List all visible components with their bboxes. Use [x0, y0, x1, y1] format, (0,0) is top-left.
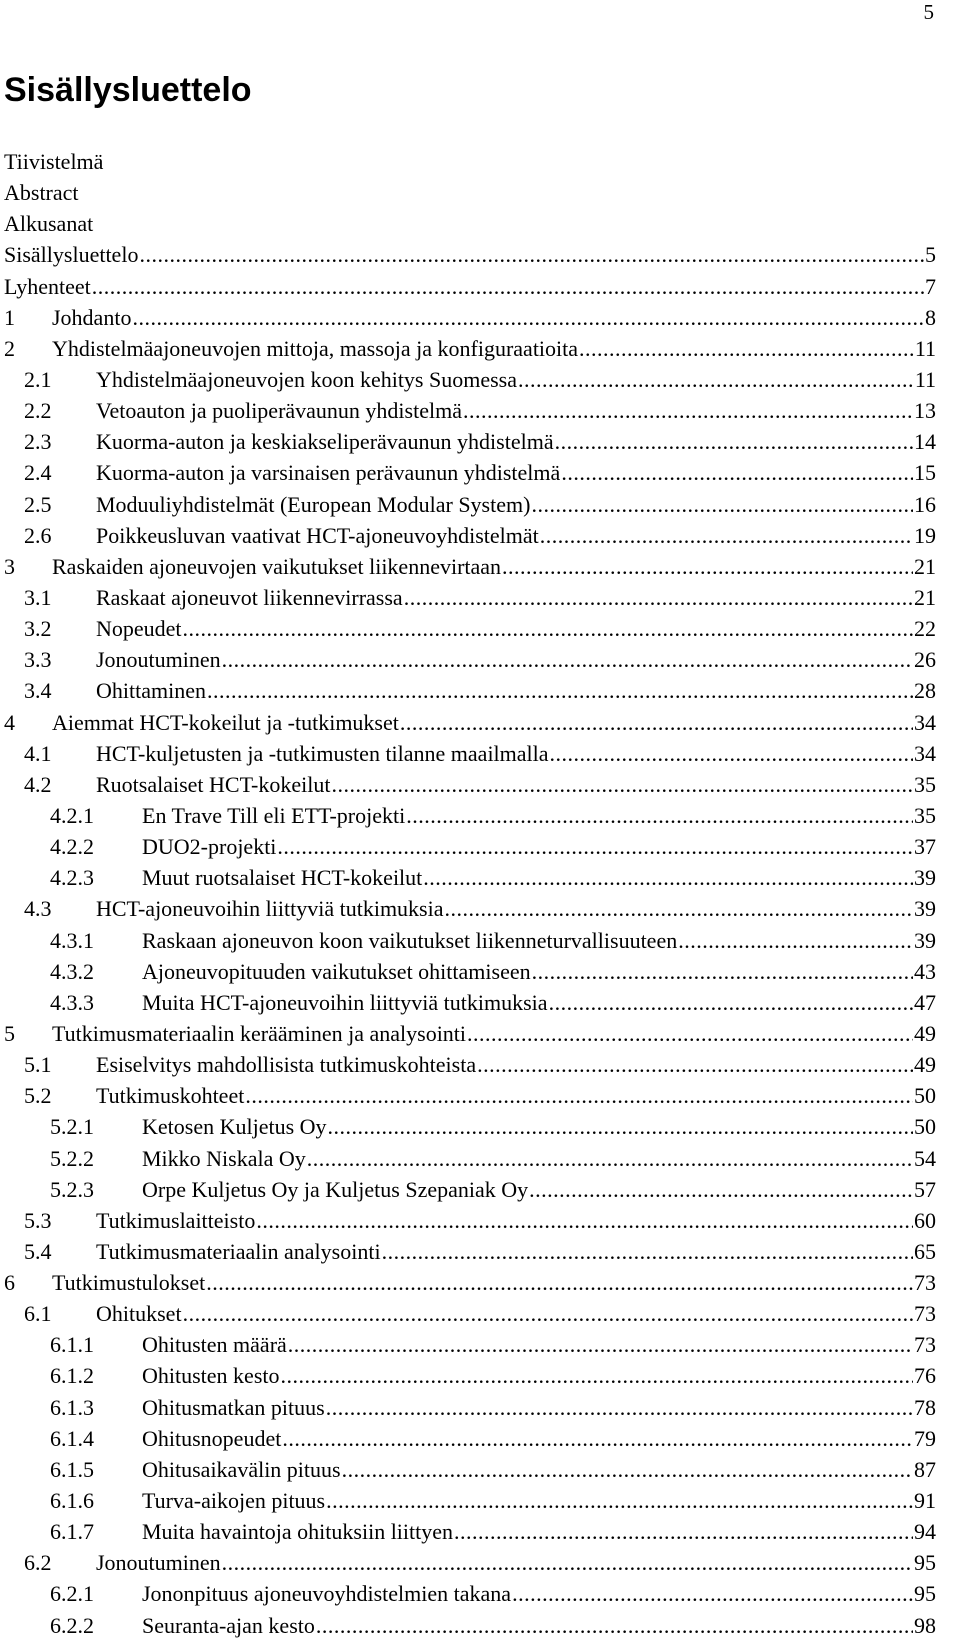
- toc-entry-number: 4: [4, 709, 15, 735]
- toc-entry-number: 6.2.2: [50, 1612, 94, 1638]
- toc-entry-label: Jonoutuminen: [96, 1550, 221, 1576]
- toc-entry-label: Alkusanat: [4, 211, 94, 237]
- toc-entry-page: 11: [914, 335, 936, 361]
- toc-entry-label: Muut ruotsalaiset HCT-kokeilut: [142, 865, 423, 891]
- toc-entry-number: 6.1.2: [50, 1363, 94, 1389]
- toc-entry-page: 49: [914, 1052, 936, 1078]
- toc-entry-label: Tutkimustulokset: [52, 1270, 206, 1296]
- dot-leader: [531, 489, 913, 520]
- toc-entry-label: Johdanto: [52, 304, 132, 330]
- toc-entry-page: 47: [914, 989, 936, 1015]
- toc-entry-page: 57: [914, 1176, 936, 1202]
- toc-entry-page: 73: [914, 1270, 936, 1296]
- toc-entry-label: DUO2-projekti: [142, 834, 277, 860]
- toc-entry[interactable]: [0, 1578, 936, 1609]
- toc-entry[interactable]: [0, 208, 936, 239]
- toc-entry-number: 4.2.3: [50, 865, 94, 891]
- dot-leader: [540, 520, 913, 551]
- toc-entry-number: 6.1.7: [50, 1519, 94, 1545]
- toc-entry-number: 6.2: [24, 1550, 52, 1576]
- dot-leader: [206, 1267, 913, 1298]
- toc-entry[interactable]: [0, 1547, 936, 1578]
- toc-entry-page: 76: [914, 1363, 936, 1389]
- toc-entry-label: Tutkimusmateriaalin kerääminen ja analysointi: [52, 1020, 467, 1046]
- toc-entry-number: 2.4: [24, 460, 52, 486]
- dot-leader: [307, 1143, 913, 1174]
- toc-entry-number: 3.1: [24, 584, 52, 610]
- toc-entry-number: 5.2: [24, 1083, 52, 1109]
- dot-leader: [549, 987, 913, 1018]
- toc-entry-number: 3.2: [24, 616, 52, 642]
- toc-entry-number: 4.3.2: [50, 958, 94, 984]
- toc-entry-page: 15: [914, 460, 936, 486]
- toc-entry-number: 6.1.6: [50, 1488, 94, 1514]
- toc-entry[interactable]: [0, 1205, 936, 1236]
- toc-entry[interactable]: [0, 395, 936, 426]
- toc-entry-page: 34: [914, 709, 936, 735]
- dot-leader: [406, 800, 913, 831]
- toc-entry[interactable]: [0, 956, 936, 987]
- toc-entry-label: Ohitusten määrä: [142, 1332, 287, 1358]
- toc-entry-page: 28: [914, 678, 936, 704]
- toc-entry-page: 49: [914, 1020, 936, 1046]
- toc-entry-page: 11: [914, 366, 936, 392]
- toc-entry[interactable]: [0, 1018, 936, 1049]
- dot-leader: [328, 1111, 913, 1142]
- toc-entry-label: Muita HCT-ajoneuvoihin liittyviä tutkimuksia: [142, 989, 548, 1015]
- dot-leader: [678, 925, 913, 956]
- toc-entry-label: Orpe Kuljetus Oy ja Kuljetus Szepaniak Oy: [142, 1176, 529, 1202]
- toc-entry[interactable]: [0, 800, 936, 831]
- dot-leader: [463, 395, 913, 426]
- toc-entry-page: 98: [914, 1612, 936, 1638]
- dot-leader: [277, 831, 913, 862]
- dot-leader: [132, 302, 924, 333]
- toc-entry[interactable]: [0, 1454, 936, 1485]
- toc-entry-number: 4.3: [24, 896, 52, 922]
- toc-entry-number: 4.2: [24, 771, 52, 797]
- toc-entry-number: 3.4: [24, 678, 52, 704]
- toc-entry-page: 91: [914, 1488, 936, 1514]
- dot-leader: [342, 1454, 913, 1485]
- toc-entry[interactable]: [0, 582, 936, 613]
- toc-entry-number: 5.1: [24, 1052, 52, 1078]
- toc-entry-label: Tutkimusmateriaalin analysointi: [96, 1238, 381, 1264]
- toc-entry-page: 73: [914, 1332, 936, 1358]
- dot-leader: [139, 239, 924, 270]
- toc-entry-label: HCT-ajoneuvoihin liittyviä tutkimuksia: [96, 896, 444, 922]
- toc-entry-number: 3: [4, 553, 15, 579]
- dot-leader: [423, 862, 913, 893]
- toc-entry-label: HCT-kuljetusten ja -tutkimusten tilanne maailmalla: [96, 740, 549, 766]
- dot-leader: [245, 1080, 913, 1111]
- toc-entry-label: Ajoneuvopituuden vaikutukset ohittamiseen: [142, 958, 531, 984]
- toc-entry-label: Lyhenteet: [4, 273, 91, 299]
- dot-leader: [400, 707, 913, 738]
- toc-entry-number: 1: [4, 304, 15, 330]
- toc-entry[interactable]: [0, 1174, 936, 1205]
- toc-entry-number: 5.4: [24, 1238, 52, 1264]
- toc-entry-label: Jononpituus ajoneuvoyhdistelmien takana: [142, 1581, 512, 1607]
- toc-entry-label: Ohitusaikavälin pituus: [142, 1456, 341, 1482]
- toc-entry-label: Jonoutuminen: [96, 647, 221, 673]
- toc-entry-page: 16: [914, 491, 936, 517]
- toc-entry-page: 13: [914, 398, 936, 424]
- toc-entry-page: 14: [914, 429, 936, 455]
- toc-entry[interactable]: [0, 769, 936, 800]
- toc-entry-page: 78: [914, 1394, 936, 1420]
- toc-entry-number: 4.2.1: [50, 802, 94, 828]
- toc-entry-page: 8: [925, 304, 936, 330]
- dot-leader: [532, 956, 913, 987]
- toc-entry[interactable]: [0, 1143, 936, 1174]
- page-number: 5: [923, 0, 934, 24]
- toc-entry[interactable]: [0, 1485, 936, 1516]
- dot-leader: [282, 1423, 913, 1454]
- toc-entry-label: Muita havaintoja ohituksiin liittyen: [142, 1519, 454, 1545]
- dot-leader: [281, 1360, 914, 1391]
- toc-entry-label: Raskaiden ajoneuvojen vaikutukset liikennevirtaan: [52, 553, 502, 579]
- toc-entry[interactable]: [0, 831, 936, 862]
- toc-entry[interactable]: [0, 302, 936, 333]
- toc-entry-label: Ruotsalaiset HCT-kokeilut: [96, 771, 331, 797]
- dot-leader: [222, 1547, 913, 1578]
- toc-entry-page: 35: [914, 771, 936, 797]
- dot-leader: [512, 1578, 913, 1609]
- toc-entry[interactable]: [0, 1360, 936, 1391]
- toc-entry-label: Ketosen Kuljetus Oy: [142, 1114, 327, 1140]
- toc-entry-label: Raskaan ajoneuvon koon vaikutukset liikenneturvallisuuteen: [142, 927, 678, 953]
- toc-entry-page: 26: [914, 647, 936, 673]
- toc-entry[interactable]: [0, 457, 936, 488]
- toc-entry-number: 5.2.2: [50, 1145, 94, 1171]
- toc-entry-page: 21: [914, 553, 936, 579]
- toc-entry-label: Ohitusten kesto: [142, 1363, 280, 1389]
- toc-entry-page: 95: [914, 1581, 936, 1607]
- toc-entry-number: 5: [4, 1020, 15, 1046]
- toc-entry[interactable]: [0, 1049, 936, 1080]
- toc-entry[interactable]: [0, 146, 936, 177]
- toc-entry-page: 50: [914, 1083, 936, 1109]
- toc-entry-number: 2.6: [24, 522, 52, 548]
- toc-entry-label: Vetoauton ja puoliperävaunun yhdistelmä: [96, 398, 462, 424]
- dot-leader: [404, 582, 913, 613]
- toc-entry[interactable]: [0, 893, 936, 924]
- toc-entry[interactable]: [0, 707, 936, 738]
- toc-entry[interactable]: [0, 1516, 936, 1547]
- toc-list: [0, 146, 936, 1641]
- toc-entry-label: Esiselvitys mahdollisista tutkimuskohteista: [96, 1052, 477, 1078]
- toc-entry-page: 5: [925, 242, 936, 268]
- toc-entry-label: Poikkeusluvan vaativat HCT-ajoneuvoyhdistelmät: [96, 522, 539, 548]
- toc-entry-number: 6.1.1: [50, 1332, 94, 1358]
- toc-entry[interactable]: [0, 520, 936, 551]
- toc-entry-page: 37: [914, 834, 936, 860]
- dot-leader: [518, 364, 914, 395]
- dot-leader: [579, 333, 914, 364]
- toc-entry[interactable]: [0, 925, 936, 956]
- toc-entry-label: Ohittaminen: [96, 678, 206, 704]
- dot-leader: [555, 426, 913, 457]
- toc-entry[interactable]: [0, 364, 936, 395]
- toc-entry-page: 95: [914, 1550, 936, 1576]
- toc-entry-number: 6.2.1: [50, 1581, 94, 1607]
- toc-entry[interactable]: [0, 644, 936, 675]
- toc-entry-number: 2.2: [24, 398, 52, 424]
- toc-entry-number: 2.1: [24, 366, 52, 392]
- dot-leader: [183, 613, 913, 644]
- toc-entry[interactable]: [0, 1080, 936, 1111]
- dot-leader: [502, 551, 913, 582]
- toc-entry[interactable]: [0, 613, 936, 644]
- toc-entry-label: Tutkimuskohteet: [96, 1083, 245, 1109]
- toc-entry-label: Seuranta-ajan kesto: [142, 1612, 315, 1638]
- dot-leader: [316, 1610, 913, 1641]
- dot-leader: [331, 769, 913, 800]
- toc-entry-label: Moduuliyhdistelmät (European Modular System): [96, 491, 531, 517]
- toc-entry-page: 65: [914, 1238, 936, 1264]
- dot-leader: [256, 1205, 913, 1236]
- toc-entry-page: 54: [914, 1145, 936, 1171]
- toc-entry-label: Ohitusmatkan pituus: [142, 1394, 325, 1420]
- toc-entry[interactable]: [0, 675, 936, 706]
- dot-leader: [561, 457, 913, 488]
- toc-entry[interactable]: [0, 987, 936, 1018]
- toc-entry[interactable]: [0, 1392, 936, 1423]
- toc-entry[interactable]: [0, 1329, 936, 1360]
- toc-entry-label: En Trave Till eli ETT-projekti: [142, 802, 406, 828]
- toc-entry-page: 60: [914, 1207, 936, 1233]
- page-title: Sisällysluettelo: [4, 71, 252, 109]
- toc-entry-number: 2.5: [24, 491, 52, 517]
- toc-entry-number: 2.3: [24, 429, 52, 455]
- dot-leader: [477, 1049, 913, 1080]
- toc-entry[interactable]: [0, 1298, 936, 1329]
- toc-entry[interactable]: [0, 1236, 936, 1267]
- dot-leader: [550, 738, 913, 769]
- dot-leader: [382, 1236, 913, 1267]
- toc-entry[interactable]: [0, 177, 936, 208]
- dot-leader: [454, 1516, 913, 1547]
- toc-entry-page: 94: [914, 1519, 936, 1545]
- dot-leader: [222, 644, 913, 675]
- toc-entry-page: 21: [914, 584, 936, 610]
- dot-leader: [288, 1329, 913, 1360]
- toc-entry-page: 35: [914, 802, 936, 828]
- toc-entry[interactable]: [0, 1111, 936, 1142]
- toc-entry-number: 4.3.1: [50, 927, 94, 953]
- toc-entry-number: 6: [4, 1270, 15, 1296]
- toc-entry-label: Ohitukset: [96, 1301, 182, 1327]
- toc-entry-page: 19: [914, 522, 936, 548]
- toc-entry-label: Sisällysluettelo: [4, 242, 139, 268]
- toc-entry-page: 39: [914, 927, 936, 953]
- dot-leader: [467, 1018, 913, 1049]
- toc-entry-number: 6.1.5: [50, 1456, 94, 1482]
- toc-entry-page: 39: [914, 865, 936, 891]
- toc-entry-label: Abstract: [4, 180, 79, 206]
- toc-entry-label: Yhdistelmäajoneuvojen koon kehitys Suomessa: [96, 366, 517, 392]
- toc-entry[interactable]: [0, 271, 936, 302]
- dot-leader: [207, 675, 913, 706]
- toc-entry-label: Turva-aikojen pituus: [142, 1488, 326, 1514]
- toc-entry-page: 87: [914, 1456, 936, 1482]
- toc-entry-label: Kuorma-auton ja varsinaisen perävaunun yhdistelmä: [96, 460, 561, 486]
- toc-entry-label: Kuorma-auton ja keskiakseliperävaunun yhdistelmä: [96, 429, 554, 455]
- toc-entry-number: 4.3.3: [50, 989, 94, 1015]
- toc-entry-number: 6.1: [24, 1301, 52, 1327]
- dot-leader: [326, 1485, 913, 1516]
- toc-entry-label: Aiemmat HCT-kokeilut ja -tutkimukset: [52, 709, 399, 735]
- toc-entry[interactable]: [0, 239, 936, 270]
- toc-entry-page: 7: [925, 273, 936, 299]
- toc-entry[interactable]: [0, 333, 936, 364]
- toc-entry-number: 5.2.3: [50, 1176, 94, 1202]
- toc-entry-page: 79: [914, 1425, 936, 1451]
- toc-entry-page: 34: [914, 740, 936, 766]
- dot-leader: [445, 893, 914, 924]
- toc-entry-page: 39: [914, 896, 936, 922]
- dot-leader: [326, 1392, 913, 1423]
- toc-entry-number: 5.3: [24, 1207, 52, 1233]
- toc-entry[interactable]: [0, 551, 936, 582]
- toc-entry-label: Tiivistelmä: [4, 149, 104, 174]
- toc-entry-page: 50: [914, 1114, 936, 1140]
- toc-entry-label: Tutkimuslaitteisto: [96, 1207, 256, 1233]
- toc-entry-number: 4.2.2: [50, 834, 94, 860]
- toc-entry-number: 6.1.4: [50, 1425, 94, 1451]
- toc-entry-page: 43: [914, 958, 936, 984]
- toc-entry[interactable]: [0, 489, 936, 520]
- toc-entry-page: 73: [914, 1301, 936, 1327]
- toc-entry[interactable]: [0, 1610, 936, 1641]
- dot-leader: [92, 271, 924, 302]
- toc-entry-label: Yhdistelmäajoneuvojen mittoja, massoja ja konfiguraatioita: [52, 335, 579, 361]
- toc-entry[interactable]: [0, 738, 936, 769]
- toc-entry-label: Mikko Niskala Oy: [142, 1145, 306, 1171]
- dot-leader: [529, 1174, 913, 1205]
- toc-entry-number: 3.3: [24, 647, 52, 673]
- toc-entry-number: 2: [4, 335, 15, 361]
- toc-entry[interactable]: [0, 862, 936, 893]
- toc-entry[interactable]: [0, 426, 936, 457]
- toc-entry[interactable]: [0, 1267, 936, 1298]
- toc-entry-page: 22: [914, 616, 936, 642]
- toc-entry-label: Ohitusnopeudet: [142, 1425, 282, 1451]
- toc-entry-number: 5.2.1: [50, 1114, 94, 1140]
- toc-entry-number: 4.1: [24, 740, 52, 766]
- toc-entry[interactable]: [0, 1423, 936, 1454]
- dot-leader: [183, 1298, 913, 1329]
- toc-entry-label: Nopeudet: [96, 616, 182, 642]
- toc-entry-label: Raskaat ajoneuvot liikennevirrassa: [96, 584, 403, 610]
- toc-entry-number: 6.1.3: [50, 1394, 94, 1420]
